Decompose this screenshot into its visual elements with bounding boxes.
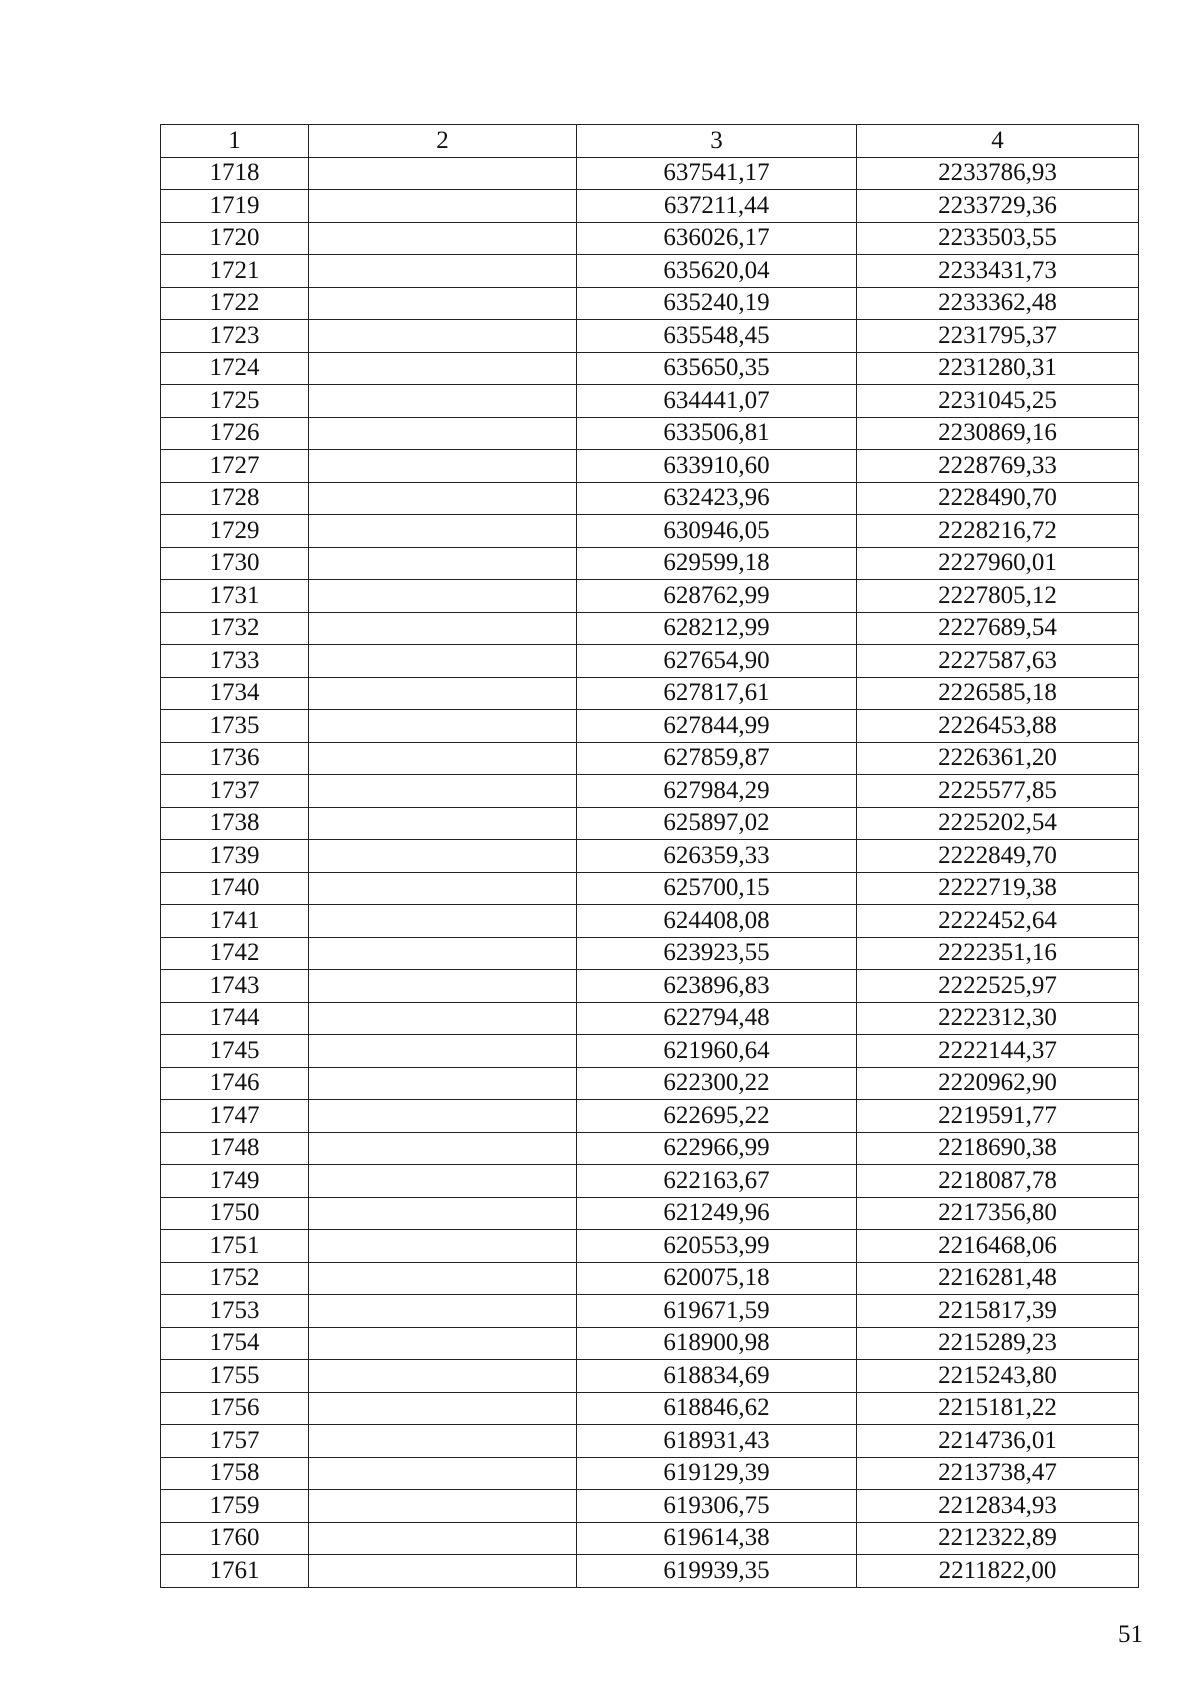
y-coordinate-cell: 2211822,00 [857, 1555, 1139, 1588]
table-row [161, 157, 1139, 190]
x-coordinate-cell: 630946,05 [577, 515, 857, 548]
point-number-cell: 1733 [161, 645, 309, 678]
table-row [161, 287, 1139, 320]
x-coordinate-cell: 627984,29 [577, 775, 857, 808]
point-number-cell: 1756 [161, 1392, 309, 1425]
table-row [161, 677, 1139, 710]
table-row [161, 1360, 1139, 1393]
point-number-cell: 1752 [161, 1262, 309, 1295]
table-row [161, 970, 1139, 1003]
point-number-cell: 1747 [161, 1100, 309, 1133]
coordinates-table-container [160, 124, 1138, 1588]
point-number-cell: 1746 [161, 1067, 309, 1100]
x-coordinate-cell: 627817,61 [577, 677, 857, 710]
description-cell [309, 417, 577, 450]
point-number-cell: 1734 [161, 677, 309, 710]
description-cell [309, 352, 577, 385]
description-cell [309, 1262, 577, 1295]
description-cell [309, 1165, 577, 1198]
x-coordinate-cell: 623923,55 [577, 937, 857, 970]
point-number-cell: 1754 [161, 1327, 309, 1360]
table-row [161, 1457, 1139, 1490]
x-coordinate-cell: 619129,39 [577, 1457, 857, 1490]
x-coordinate-cell: 635548,45 [577, 320, 857, 353]
page-number: 51 [1118, 1621, 1143, 1648]
point-number-cell: 1738 [161, 807, 309, 840]
point-number-cell: 1731 [161, 580, 309, 613]
table-row [161, 1555, 1139, 1588]
x-coordinate-cell: 627859,87 [577, 742, 857, 775]
point-number-cell: 1758 [161, 1457, 309, 1490]
point-number-cell: 1719 [161, 190, 309, 223]
y-coordinate-cell: 2225202,54 [857, 807, 1139, 840]
table-row [161, 1100, 1139, 1133]
x-coordinate-cell: 622300,22 [577, 1067, 857, 1100]
y-coordinate-cell: 2230869,16 [857, 417, 1139, 450]
description-cell [309, 222, 577, 255]
description-cell [309, 547, 577, 580]
description-cell [309, 1067, 577, 1100]
x-coordinate-cell: 637211,44 [577, 190, 857, 223]
table-row [161, 1425, 1139, 1458]
table-row [161, 1392, 1139, 1425]
y-coordinate-cell: 2222849,70 [857, 840, 1139, 873]
y-coordinate-cell: 2213738,47 [857, 1457, 1139, 1490]
table-row [161, 320, 1139, 353]
description-cell [309, 1490, 577, 1523]
point-number-cell: 1743 [161, 970, 309, 1003]
point-number-cell: 1723 [161, 320, 309, 353]
description-cell [309, 1522, 577, 1555]
table-row [161, 1165, 1139, 1198]
point-number-cell: 1761 [161, 1555, 309, 1588]
point-number-cell: 1737 [161, 775, 309, 808]
description-cell [309, 580, 577, 613]
point-number-cell: 1745 [161, 1035, 309, 1068]
description-cell [309, 1002, 577, 1035]
table-row [161, 1035, 1139, 1068]
point-number-cell: 1728 [161, 482, 309, 515]
coordinates-table [160, 124, 1139, 1588]
description-cell [309, 1392, 577, 1425]
table-row [161, 742, 1139, 775]
point-number-cell: 1751 [161, 1230, 309, 1263]
description-cell [309, 320, 577, 353]
table-row [161, 417, 1139, 450]
table-row [161, 580, 1139, 613]
table-row [161, 1197, 1139, 1230]
table-row [161, 515, 1139, 548]
x-coordinate-cell: 618931,43 [577, 1425, 857, 1458]
table-row [161, 1295, 1139, 1328]
x-coordinate-cell: 635650,35 [577, 352, 857, 385]
point-number-cell: 1741 [161, 905, 309, 938]
x-coordinate-cell: 618834,69 [577, 1360, 857, 1393]
description-cell [309, 515, 577, 548]
description-cell [309, 1197, 577, 1230]
x-coordinate-cell: 633910,60 [577, 450, 857, 483]
y-coordinate-cell: 2215817,39 [857, 1295, 1139, 1328]
point-number-cell: 1724 [161, 352, 309, 385]
x-coordinate-cell: 625700,15 [577, 872, 857, 905]
description-cell [309, 190, 577, 223]
table-row [161, 1230, 1139, 1263]
description-cell [309, 937, 577, 970]
point-number-cell: 1725 [161, 385, 309, 418]
y-coordinate-cell: 2222351,16 [857, 937, 1139, 970]
x-coordinate-cell: 619671,59 [577, 1295, 857, 1328]
point-number-cell: 1726 [161, 417, 309, 450]
table-row [161, 385, 1139, 418]
description-cell [309, 1295, 577, 1328]
table-row [161, 1490, 1139, 1523]
table-row [161, 1067, 1139, 1100]
table-row [161, 450, 1139, 483]
y-coordinate-cell: 2215181,22 [857, 1392, 1139, 1425]
description-cell [309, 1425, 577, 1458]
description-cell [309, 287, 577, 320]
description-cell [309, 645, 577, 678]
x-coordinate-cell: 625897,02 [577, 807, 857, 840]
x-coordinate-cell: 637541,17 [577, 157, 857, 190]
description-cell [309, 1360, 577, 1393]
description-cell [309, 1555, 577, 1588]
y-coordinate-cell: 2218087,78 [857, 1165, 1139, 1198]
column-header-3: 3 [577, 125, 857, 158]
table-row [161, 807, 1139, 840]
description-cell [309, 677, 577, 710]
description-cell [309, 1327, 577, 1360]
y-coordinate-cell: 2227587,63 [857, 645, 1139, 678]
table-row [161, 710, 1139, 743]
y-coordinate-cell: 2233503,55 [857, 222, 1139, 255]
point-number-cell: 1749 [161, 1165, 309, 1198]
point-number-cell: 1744 [161, 1002, 309, 1035]
description-cell [309, 157, 577, 190]
point-number-cell: 1735 [161, 710, 309, 743]
y-coordinate-cell: 2214736,01 [857, 1425, 1139, 1458]
y-coordinate-cell: 2215243,80 [857, 1360, 1139, 1393]
column-header-2: 2 [309, 125, 577, 158]
y-coordinate-cell: 2219591,77 [857, 1100, 1139, 1133]
point-number-cell: 1750 [161, 1197, 309, 1230]
description-cell [309, 1457, 577, 1490]
y-coordinate-cell: 2222312,30 [857, 1002, 1139, 1035]
x-coordinate-cell: 619306,75 [577, 1490, 857, 1523]
y-coordinate-cell: 2222452,64 [857, 905, 1139, 938]
table-row [161, 775, 1139, 808]
point-number-cell: 1760 [161, 1522, 309, 1555]
point-number-cell: 1755 [161, 1360, 309, 1393]
x-coordinate-cell: 627844,99 [577, 710, 857, 743]
point-number-cell: 1759 [161, 1490, 309, 1523]
table-row [161, 1327, 1139, 1360]
y-coordinate-cell: 2218690,38 [857, 1132, 1139, 1165]
table-row [161, 1132, 1139, 1165]
x-coordinate-cell: 628762,99 [577, 580, 857, 613]
description-cell [309, 872, 577, 905]
x-coordinate-cell: 622966,99 [577, 1132, 857, 1165]
y-coordinate-cell: 2231045,25 [857, 385, 1139, 418]
point-number-cell: 1736 [161, 742, 309, 775]
y-coordinate-cell: 2225577,85 [857, 775, 1139, 808]
x-coordinate-cell: 618900,98 [577, 1327, 857, 1360]
y-coordinate-cell: 2231280,31 [857, 352, 1139, 385]
y-coordinate-cell: 2227960,01 [857, 547, 1139, 580]
x-coordinate-cell: 619614,38 [577, 1522, 857, 1555]
description-cell [309, 255, 577, 288]
description-cell [309, 450, 577, 483]
y-coordinate-cell: 2216468,06 [857, 1230, 1139, 1263]
y-coordinate-cell: 2228769,33 [857, 450, 1139, 483]
point-number-cell: 1740 [161, 872, 309, 905]
description-cell [309, 1132, 577, 1165]
y-coordinate-cell: 2233729,36 [857, 190, 1139, 223]
description-cell [309, 905, 577, 938]
x-coordinate-cell: 620553,99 [577, 1230, 857, 1263]
y-coordinate-cell: 2222144,37 [857, 1035, 1139, 1068]
y-coordinate-cell: 2233431,73 [857, 255, 1139, 288]
description-cell [309, 807, 577, 840]
x-coordinate-cell: 635620,04 [577, 255, 857, 288]
description-cell [309, 482, 577, 515]
y-coordinate-cell: 2228490,70 [857, 482, 1139, 515]
table-row [161, 547, 1139, 580]
y-coordinate-cell: 2220962,90 [857, 1067, 1139, 1100]
x-coordinate-cell: 619939,35 [577, 1555, 857, 1588]
y-coordinate-cell: 2212322,89 [857, 1522, 1139, 1555]
x-coordinate-cell: 628212,99 [577, 612, 857, 645]
x-coordinate-cell: 623896,83 [577, 970, 857, 1003]
description-cell [309, 840, 577, 873]
table-row [161, 905, 1139, 938]
table-row [161, 255, 1139, 288]
y-coordinate-cell: 2227689,54 [857, 612, 1139, 645]
y-coordinate-cell: 2212834,93 [857, 1490, 1139, 1523]
x-coordinate-cell: 627654,90 [577, 645, 857, 678]
y-coordinate-cell: 2222719,38 [857, 872, 1139, 905]
point-number-cell: 1722 [161, 287, 309, 320]
x-coordinate-cell: 635240,19 [577, 287, 857, 320]
table-body [161, 157, 1139, 1587]
description-cell [309, 1230, 577, 1263]
point-number-cell: 1742 [161, 937, 309, 970]
x-coordinate-cell: 620075,18 [577, 1262, 857, 1295]
point-number-cell: 1739 [161, 840, 309, 873]
description-cell [309, 970, 577, 1003]
y-coordinate-cell: 2233786,93 [857, 157, 1139, 190]
x-coordinate-cell: 621249,96 [577, 1197, 857, 1230]
description-cell [309, 742, 577, 775]
point-number-cell: 1729 [161, 515, 309, 548]
description-cell [309, 612, 577, 645]
table-row [161, 352, 1139, 385]
table-row [161, 190, 1139, 223]
description-cell [309, 710, 577, 743]
x-coordinate-cell: 624408,08 [577, 905, 857, 938]
point-number-cell: 1732 [161, 612, 309, 645]
point-number-cell: 1730 [161, 547, 309, 580]
point-number-cell: 1753 [161, 1295, 309, 1328]
table-row [161, 1002, 1139, 1035]
point-number-cell: 1748 [161, 1132, 309, 1165]
table-row [161, 1522, 1139, 1555]
table-row [161, 1262, 1139, 1295]
x-coordinate-cell: 618846,62 [577, 1392, 857, 1425]
point-number-cell: 1727 [161, 450, 309, 483]
description-cell [309, 385, 577, 418]
column-header-4: 4 [857, 125, 1139, 158]
x-coordinate-cell: 622163,67 [577, 1165, 857, 1198]
description-cell [309, 1100, 577, 1133]
y-coordinate-cell: 2233362,48 [857, 287, 1139, 320]
x-coordinate-cell: 633506,81 [577, 417, 857, 450]
y-coordinate-cell: 2226361,20 [857, 742, 1139, 775]
x-coordinate-cell: 622794,48 [577, 1002, 857, 1035]
y-coordinate-cell: 2215289,23 [857, 1327, 1139, 1360]
x-coordinate-cell: 634441,07 [577, 385, 857, 418]
y-coordinate-cell: 2217356,80 [857, 1197, 1139, 1230]
x-coordinate-cell: 626359,33 [577, 840, 857, 873]
table-row [161, 222, 1139, 255]
y-coordinate-cell: 2226453,88 [857, 710, 1139, 743]
table-row [161, 482, 1139, 515]
point-number-cell: 1757 [161, 1425, 309, 1458]
x-coordinate-cell: 621960,64 [577, 1035, 857, 1068]
y-coordinate-cell: 2231795,37 [857, 320, 1139, 353]
table-row [161, 645, 1139, 678]
x-coordinate-cell: 636026,17 [577, 222, 857, 255]
point-number-cell: 1720 [161, 222, 309, 255]
y-coordinate-cell: 2228216,72 [857, 515, 1139, 548]
description-cell [309, 775, 577, 808]
description-cell [309, 1035, 577, 1068]
table-row [161, 937, 1139, 970]
y-coordinate-cell: 2227805,12 [857, 580, 1139, 613]
y-coordinate-cell: 2226585,18 [857, 677, 1139, 710]
table-header-row [161, 125, 1139, 158]
table-row [161, 612, 1139, 645]
y-coordinate-cell: 2222525,97 [857, 970, 1139, 1003]
x-coordinate-cell: 629599,18 [577, 547, 857, 580]
point-number-cell: 1721 [161, 255, 309, 288]
x-coordinate-cell: 622695,22 [577, 1100, 857, 1133]
table-row [161, 872, 1139, 905]
point-number-cell: 1718 [161, 157, 309, 190]
table-row [161, 840, 1139, 873]
x-coordinate-cell: 632423,96 [577, 482, 857, 515]
y-coordinate-cell: 2216281,48 [857, 1262, 1139, 1295]
column-header-1: 1 [161, 125, 309, 158]
